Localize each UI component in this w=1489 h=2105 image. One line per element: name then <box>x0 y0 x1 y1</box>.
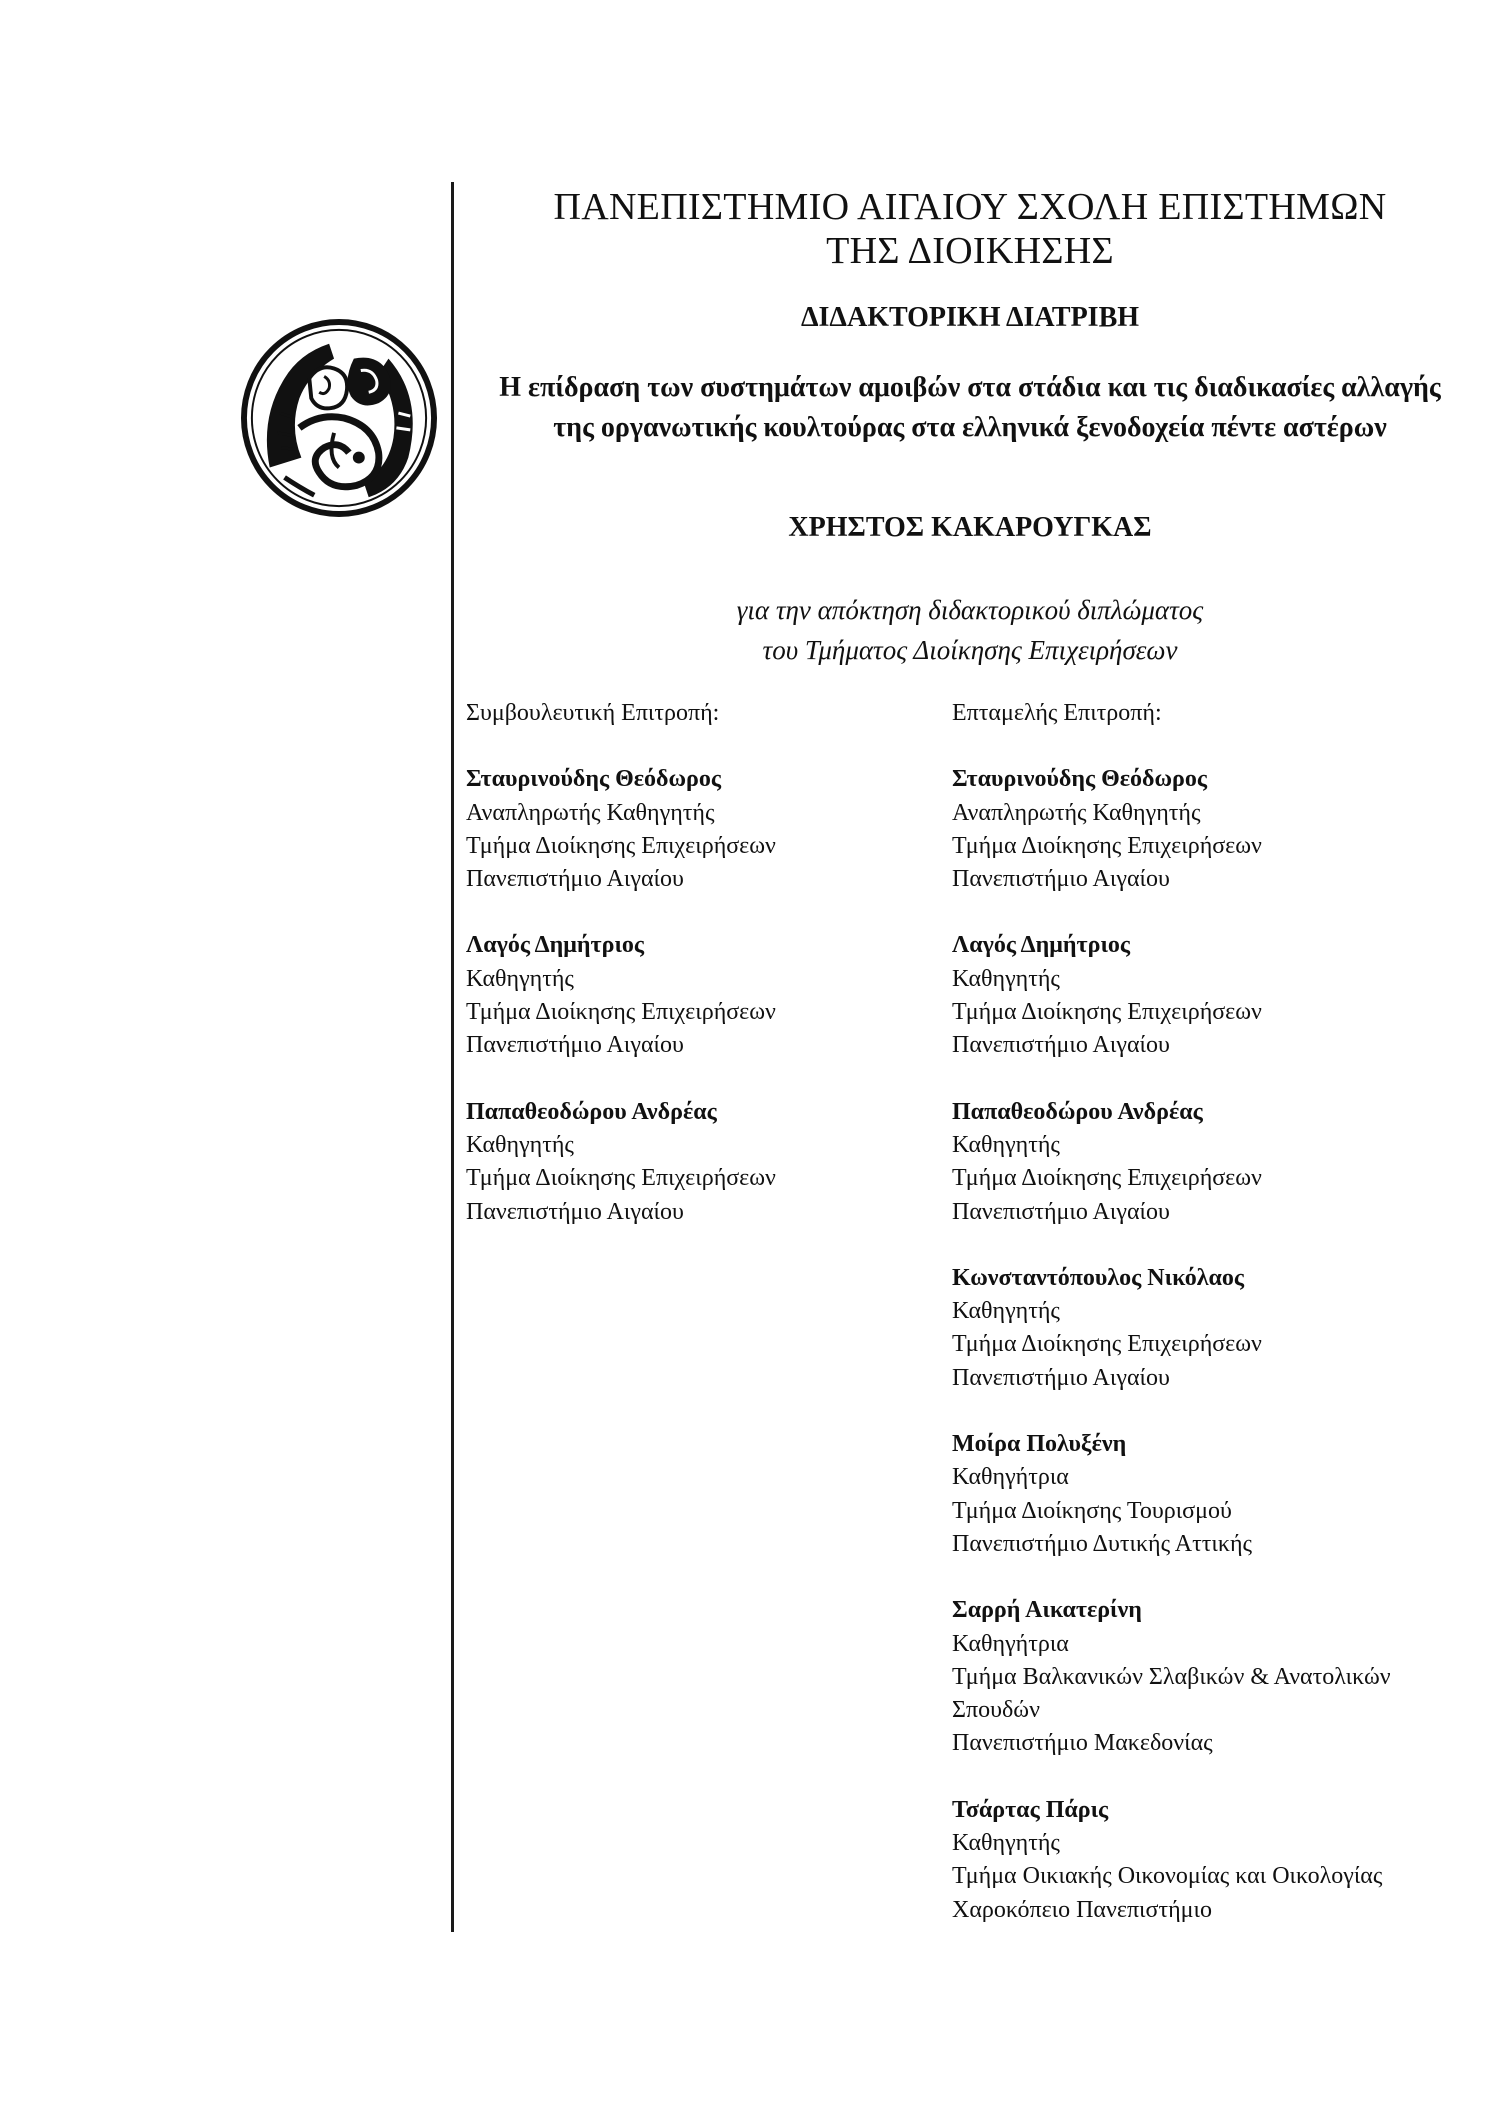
committee-member <box>952 1794 1452 1927</box>
thesis-type: ΔΙΔΑΚΤΟΡΙΚΗ ΔΙΑΤΡΙΒΗ <box>800 302 1140 333</box>
member-detail-line: Καθηγήτρια <box>952 1464 1069 1491</box>
member-detail-line: Πανεπιστήμιο Αιγαίου <box>466 866 684 893</box>
committee-member <box>952 929 1452 1062</box>
member-detail-line: Πανεπιστήμιο Μακεδονίας <box>952 1730 1213 1757</box>
member-detail-line: Καθηγητής <box>466 1131 574 1158</box>
member-detail-line: Καθηγήτρια <box>952 1630 1069 1657</box>
university-seal-icon <box>240 318 438 518</box>
member-detail-line: Καθηγητής <box>952 965 1060 992</box>
member-detail-line: Πανεπιστήμιο Αιγαίου <box>466 1032 684 1059</box>
degree-purpose-line1: για την απόκτηση διδακτορικού διπλώματος <box>736 595 1204 625</box>
degree-purpose-line2: του Τμήματος Διοίκησης Επιχειρήσεων <box>762 635 1178 665</box>
member-name: Παπαθεοδώρου Ανδρέας <box>952 1098 1203 1125</box>
committee-member <box>466 763 936 896</box>
member-detail-line: Πανεπιστήμιο Αιγαίου <box>952 1198 1170 1225</box>
member-detail-line: Σπουδών <box>952 1697 1040 1724</box>
advisory-committee <box>466 697 936 1262</box>
member-name: Λαγός Δημήτριος <box>952 932 1131 959</box>
committee-member <box>466 1096 936 1229</box>
member-detail-line: Καθηγητής <box>466 965 574 992</box>
member-detail-line: Τμήμα Διοίκησης Επιχειρήσεων <box>466 999 776 1026</box>
committee-member <box>952 763 1452 896</box>
examination-committee-heading: Επταμελής Επιτροπή: <box>952 700 1162 726</box>
advisory-committee-heading: Συμβουλευτική Επιτροπή: <box>466 700 720 726</box>
member-detail-line: Καθηγητής <box>952 1131 1060 1158</box>
member-name: Παπαθεοδώρου Ανδρέας <box>466 1098 717 1125</box>
member-name: Λαγός Δημήτριος <box>466 932 645 959</box>
member-detail-line: Πανεπιστήμιο Δυτικής Αττικής <box>952 1530 1253 1557</box>
author-name: ΧΡΗΣΤΟΣ ΚΑΚΑΡΟΥΓΚΑΣ <box>788 512 1152 543</box>
university-title-line1: ΠΑΝΕΠΙΣΤΗΜΙΟ ΑΙΓΑΙΟΥ ΣΧΟΛΗ ΕΠΙΣΤΗΜΩΝ <box>553 186 1387 228</box>
member-detail-line: Τμήμα Διοίκησης Επιχειρήσεων <box>952 1331 1262 1358</box>
member-name: Σταυρινούδης Θεόδωρος <box>466 766 722 793</box>
member-detail-line: Τμήμα Διοίκησης Επιχειρήσεων <box>952 999 1262 1026</box>
member-detail-line: Τμήμα Διοίκησης Επιχειρήσεων <box>952 832 1262 859</box>
member-detail-line: Καθηγητής <box>952 1298 1060 1325</box>
member-detail-line: Τμήμα Βαλκανικών Σλαβικών & Ανατολικών <box>952 1663 1391 1690</box>
member-detail-line: Πανεπιστήμιο Αιγαίου <box>952 1364 1170 1391</box>
member-name: Κωνσταντόπουλος Νικόλαος <box>952 1264 1245 1291</box>
committee-member <box>952 1096 1452 1229</box>
university-title <box>470 185 1470 273</box>
member-detail-line: Τμήμα Διοίκησης Επιχειρήσεων <box>466 1165 776 1192</box>
member-detail-line: Αναπληρωτής Καθηγητής <box>952 799 1201 826</box>
member-detail-line: Αναπληρωτής Καθηγητής <box>466 799 715 826</box>
examination-committee <box>952 697 1452 1960</box>
member-detail-line: Πανεπιστήμιο Αιγαίου <box>952 1032 1170 1059</box>
committee-member <box>952 1262 1452 1395</box>
committee-member <box>952 1594 1452 1760</box>
member-detail-line: Χαροκόπειο Πανεπιστήμιο <box>952 1896 1212 1923</box>
member-detail-line: Πανεπιστήμιο Αιγαίου <box>952 866 1170 893</box>
member-detail-line: Πανεπιστήμιο Αιγαίου <box>466 1198 684 1225</box>
committee-member <box>952 1428 1452 1561</box>
member-detail-line: Τμήμα Διοίκησης Επιχειρήσεων <box>952 1165 1262 1192</box>
member-name: Μοίρα Πολυξένη <box>952 1431 1127 1458</box>
member-detail-line: Τμήμα Οικιακής Οικονομίας και Οικολογίας <box>952 1863 1383 1890</box>
member-detail-line: Τμήμα Διοίκησης Τουρισμού <box>952 1497 1232 1524</box>
vertical-rule <box>451 182 454 1932</box>
member-name: Τσάρτας Πάρις <box>952 1796 1109 1823</box>
thesis-title: Η επίδραση των συστημάτων αμοιβών στα στάδια και τις διαδικασίες αλλαγής της οργανωτικής κουλτούρας στα ελληνικά ξενοδοχεία πέντε αστέρων <box>499 372 1441 443</box>
member-name: Σταυρινούδης Θεόδωρος <box>952 766 1208 793</box>
member-detail-line: Τμήμα Διοίκησης Επιχειρήσεων <box>466 832 776 859</box>
degree-purpose <box>470 590 1470 670</box>
committee-member <box>466 929 936 1062</box>
university-title-line2: ΤΗΣ ΔΙΟΙΚΗΣΗΣ <box>826 230 1114 272</box>
member-name: Σαρρή Αικατερίνη <box>952 1597 1142 1624</box>
member-detail-line: Καθηγητής <box>952 1830 1060 1857</box>
